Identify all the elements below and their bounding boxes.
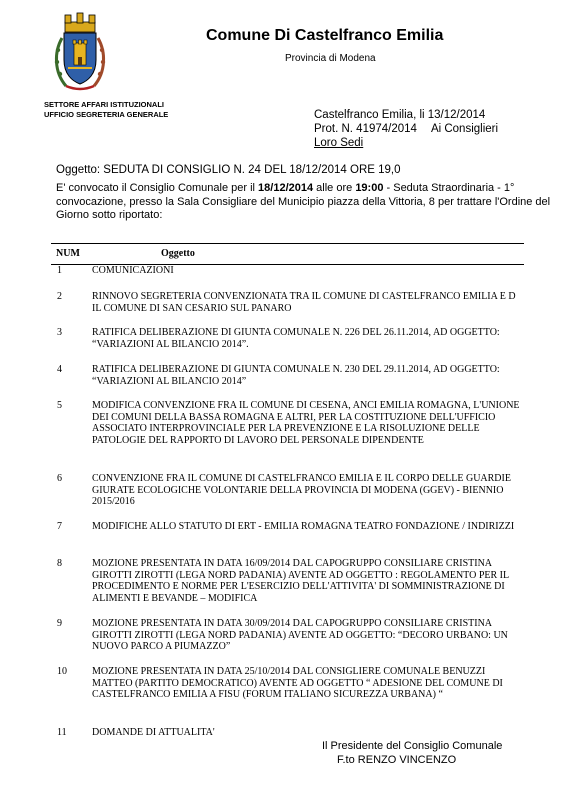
agenda-item-text: MOZIONE PRESENTATA IN DATA 30/09/2014 DAL CAPOGRUPPO CONSILIARE CRISTINA GIROTTI ZIROTTI (LEGA NORD PADANIA) AVENTE AD OGGETTO: “DECORO URBANO: UN NUOVO PARCO A PIUMAZZO” [92,618,508,652]
agenda-item-text: MODIFICA CONVENZIONE FRA IL COMUNE DI CESENA, ANCI EMILIA ROMAGNA, L'UNIONE DEI COMUNI DELLA BASSA ROMAGNA E ALTRI, PER LA COSTITUZIONE DELL'UFFICIO ASSOCIATO INTERPROVINCIALE PER LA PREVENZIONE E LA RISOLUZIONE DELLE PATOLOGIE DEL RAPPORTO DI LAVORO DEL PERSONALE DIPENDENTE [92,400,520,446]
signature-name: F.to RENZO VINCENZO [337,754,457,766]
department-line-2: UFFICIO SEGRETERIA GENERALE [44,110,169,119]
meeting-time: 19:00 [355,182,384,194]
agenda-item-text: RATIFICA DELIBERAZIONE DI GIUNTA COMUNALE N. 230 DEL 29.11.2014, AD OGGETTO: “VARIAZIONI AL BILANCIO 2014” [92,364,500,387]
intro-text-c: - Seduta Straordinaria - 1° convocazione, presso la Sala Consigliare del Municipio piazza della Vittoria, 8 per trattare l'Ordine del Giorno sotto riportato: [56,182,551,221]
agenda-item-number: 7 [57,521,62,532]
agenda-item-number: 11 [57,727,67,738]
agenda-item-number: 3 [57,327,62,338]
recipient-label: Ai Consiglieri [430,123,499,135]
agenda-item-number: 8 [57,558,62,569]
column-header-num: NUM [56,248,80,259]
agenda-item-text: RINNOVO SEGRETERIA CONVENZIONATA TRA IL COMUNE DI CASTELFRANCO EMILIA E D IL COMUNE DI SAN CESARIO SUL PANARO [92,291,516,314]
department-line-1: SETTORE AFFARI ISTITUZIONALI [44,100,164,109]
agenda-item-text: MOZIONE PRESENTATA IN DATA 25/10/2014 DAL CONSIGLIERE COMUNALE BENUZZI MATTEO (PARTITO DEMOCRATICO) AVENTE AD OGGETTO “ ADESIONE DEL COMUNE DI CASTELFRANCO EMILIA A FISU (FORUM ITALIANO SICUREZZA URBANA) “ [92,666,503,700]
province-label: Provincia di Modena [285,53,376,64]
agenda-item-text: DOMANDE DI ATTUALITA' [92,727,215,738]
loro-sedi-label: Loro Sedi [314,137,364,149]
convocation-paragraph [56,182,556,223]
intro-text-b: alle ore [313,182,356,194]
column-header-object: Oggetto [161,248,195,259]
agenda-item-number: 4 [57,364,62,375]
agenda-header [51,243,524,265]
agenda-item-number: 5 [57,400,62,411]
agenda-item-number: 10 [57,666,67,677]
municipality-title: Comune Di Castelfranco Emilia [206,27,444,44]
agenda-item-text: RATIFICA DELIBERAZIONE DI GIUNTA COMUNALE N. 226 DEL 26.11.2014, AD OGGETTO: “VARIAZIONI AL BILANCIO 2014”. [92,327,500,350]
meeting-date: 18/12/2014 [258,182,314,194]
agenda-item-text: COMUNICAZIONI [92,265,174,276]
agenda-item-text: CONVENZIONE FRA IL COMUNE DI CASTELFRANCO EMILIA E IL CORPO DELLE GUARDIE GIURATE ECOLOGICHE VOLONTARIE DELLA PROVINCIA DI MODENA (GGEV) - BIENNIO 2015/2016 [92,473,511,507]
subject-line: Oggetto: SEDUTA DI CONSIGLIO N. 24 DEL 18/12/2014 ORE 19,0 [56,164,401,176]
coat-of-arms-emblem [52,10,108,92]
agenda-item-number: 9 [57,618,62,629]
place-date: Castelfranco Emilia, li 13/12/2014 [314,109,486,121]
protocol-line [314,123,498,135]
agenda-item-text: MODIFICHE ALLO STATUTO DI ERT - EMILIA ROMAGNA TEATRO FONDAZIONE / INDIRIZZI [92,521,515,532]
protocol-number: Prot. N. 41974/2014 [314,123,417,135]
intro-text-a: E' convocato il Consiglio Comunale per il [56,182,259,194]
signature-title: Il Presidente del Consiglio Comunale [322,740,503,752]
department-block [44,100,168,120]
agenda-table [51,243,524,738]
agenda-item-number: 6 [57,473,62,484]
agenda-item-number: 1 [57,265,62,276]
agenda-item-text: MOZIONE PRESENTATA IN DATA 16/09/2014 DAL CAPOGRUPPO CONSILIARE CRISTINA GIROTTI ZIROTTI (LEGA NORD PADANIA) AVENTE AD OGGETTO : REGOLAMENTO PER IL PROCEDIMENTO E NORME PER L'ESERCIZIO DELL'ATTIVITA' DI SOMMINISTRAZIONE DI ALIMENTI E BEVANDE – MODIFICA [92,558,509,604]
agenda-item-number: 2 [57,291,62,302]
